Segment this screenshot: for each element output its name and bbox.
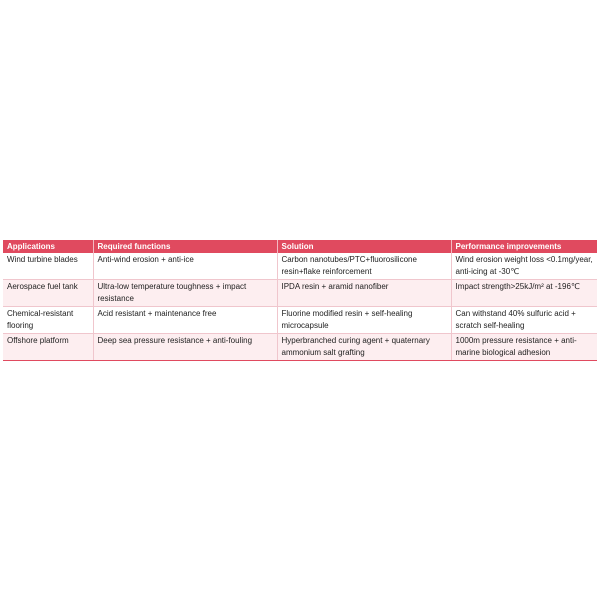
cell-functions: Acid resistant + maintenance free [93,307,277,334]
table-header [3,240,597,253]
applications-table [3,240,597,361]
header-applications: Applications [3,240,93,253]
cell-application: Offshore platform [3,334,93,361]
header-required-functions: Required functions [93,240,277,253]
header-performance-improvements: Performance improvements [451,240,597,253]
cell-performance: Can withstand 40% sulfuric acid + scratch self-healing [451,307,597,334]
table-row [3,334,597,361]
header-row [3,240,597,253]
applications-table-container [3,240,597,361]
table-row [3,280,597,307]
cell-solution: Fluorine modified resin + self-healing microcapsule [277,307,451,334]
cell-performance: 1000m pressure resistance + anti-marine biological adhesion [451,334,597,361]
cell-solution: Hyperbranched curing agent + quaternary ammonium salt grafting [277,334,451,361]
table-body [3,253,597,361]
cell-functions: Deep sea pressure resistance + anti-fouling [93,334,277,361]
cell-solution: IPDA resin + aramid nanofiber [277,280,451,307]
cell-application: Chemical-resistant flooring [3,307,93,334]
cell-application: Aerospace fuel tank [3,280,93,307]
cell-performance: Wind erosion weight loss <0.1mg/year, anti-icing at -30℃ [451,253,597,280]
cell-functions: Ultra-low temperature toughness + impact resistance [93,280,277,307]
cell-application: Wind turbine blades [3,253,93,280]
cell-solution: Carbon nanotubes/PTC+fluorosilicone resin+flake reinforcement [277,253,451,280]
header-solution: Solution [277,240,451,253]
table-row [3,307,597,334]
cell-functions: Anti-wind erosion + anti-ice [93,253,277,280]
table-row [3,253,597,280]
cell-performance: Impact strength>25kJ/m² at -196℃ [451,280,597,307]
